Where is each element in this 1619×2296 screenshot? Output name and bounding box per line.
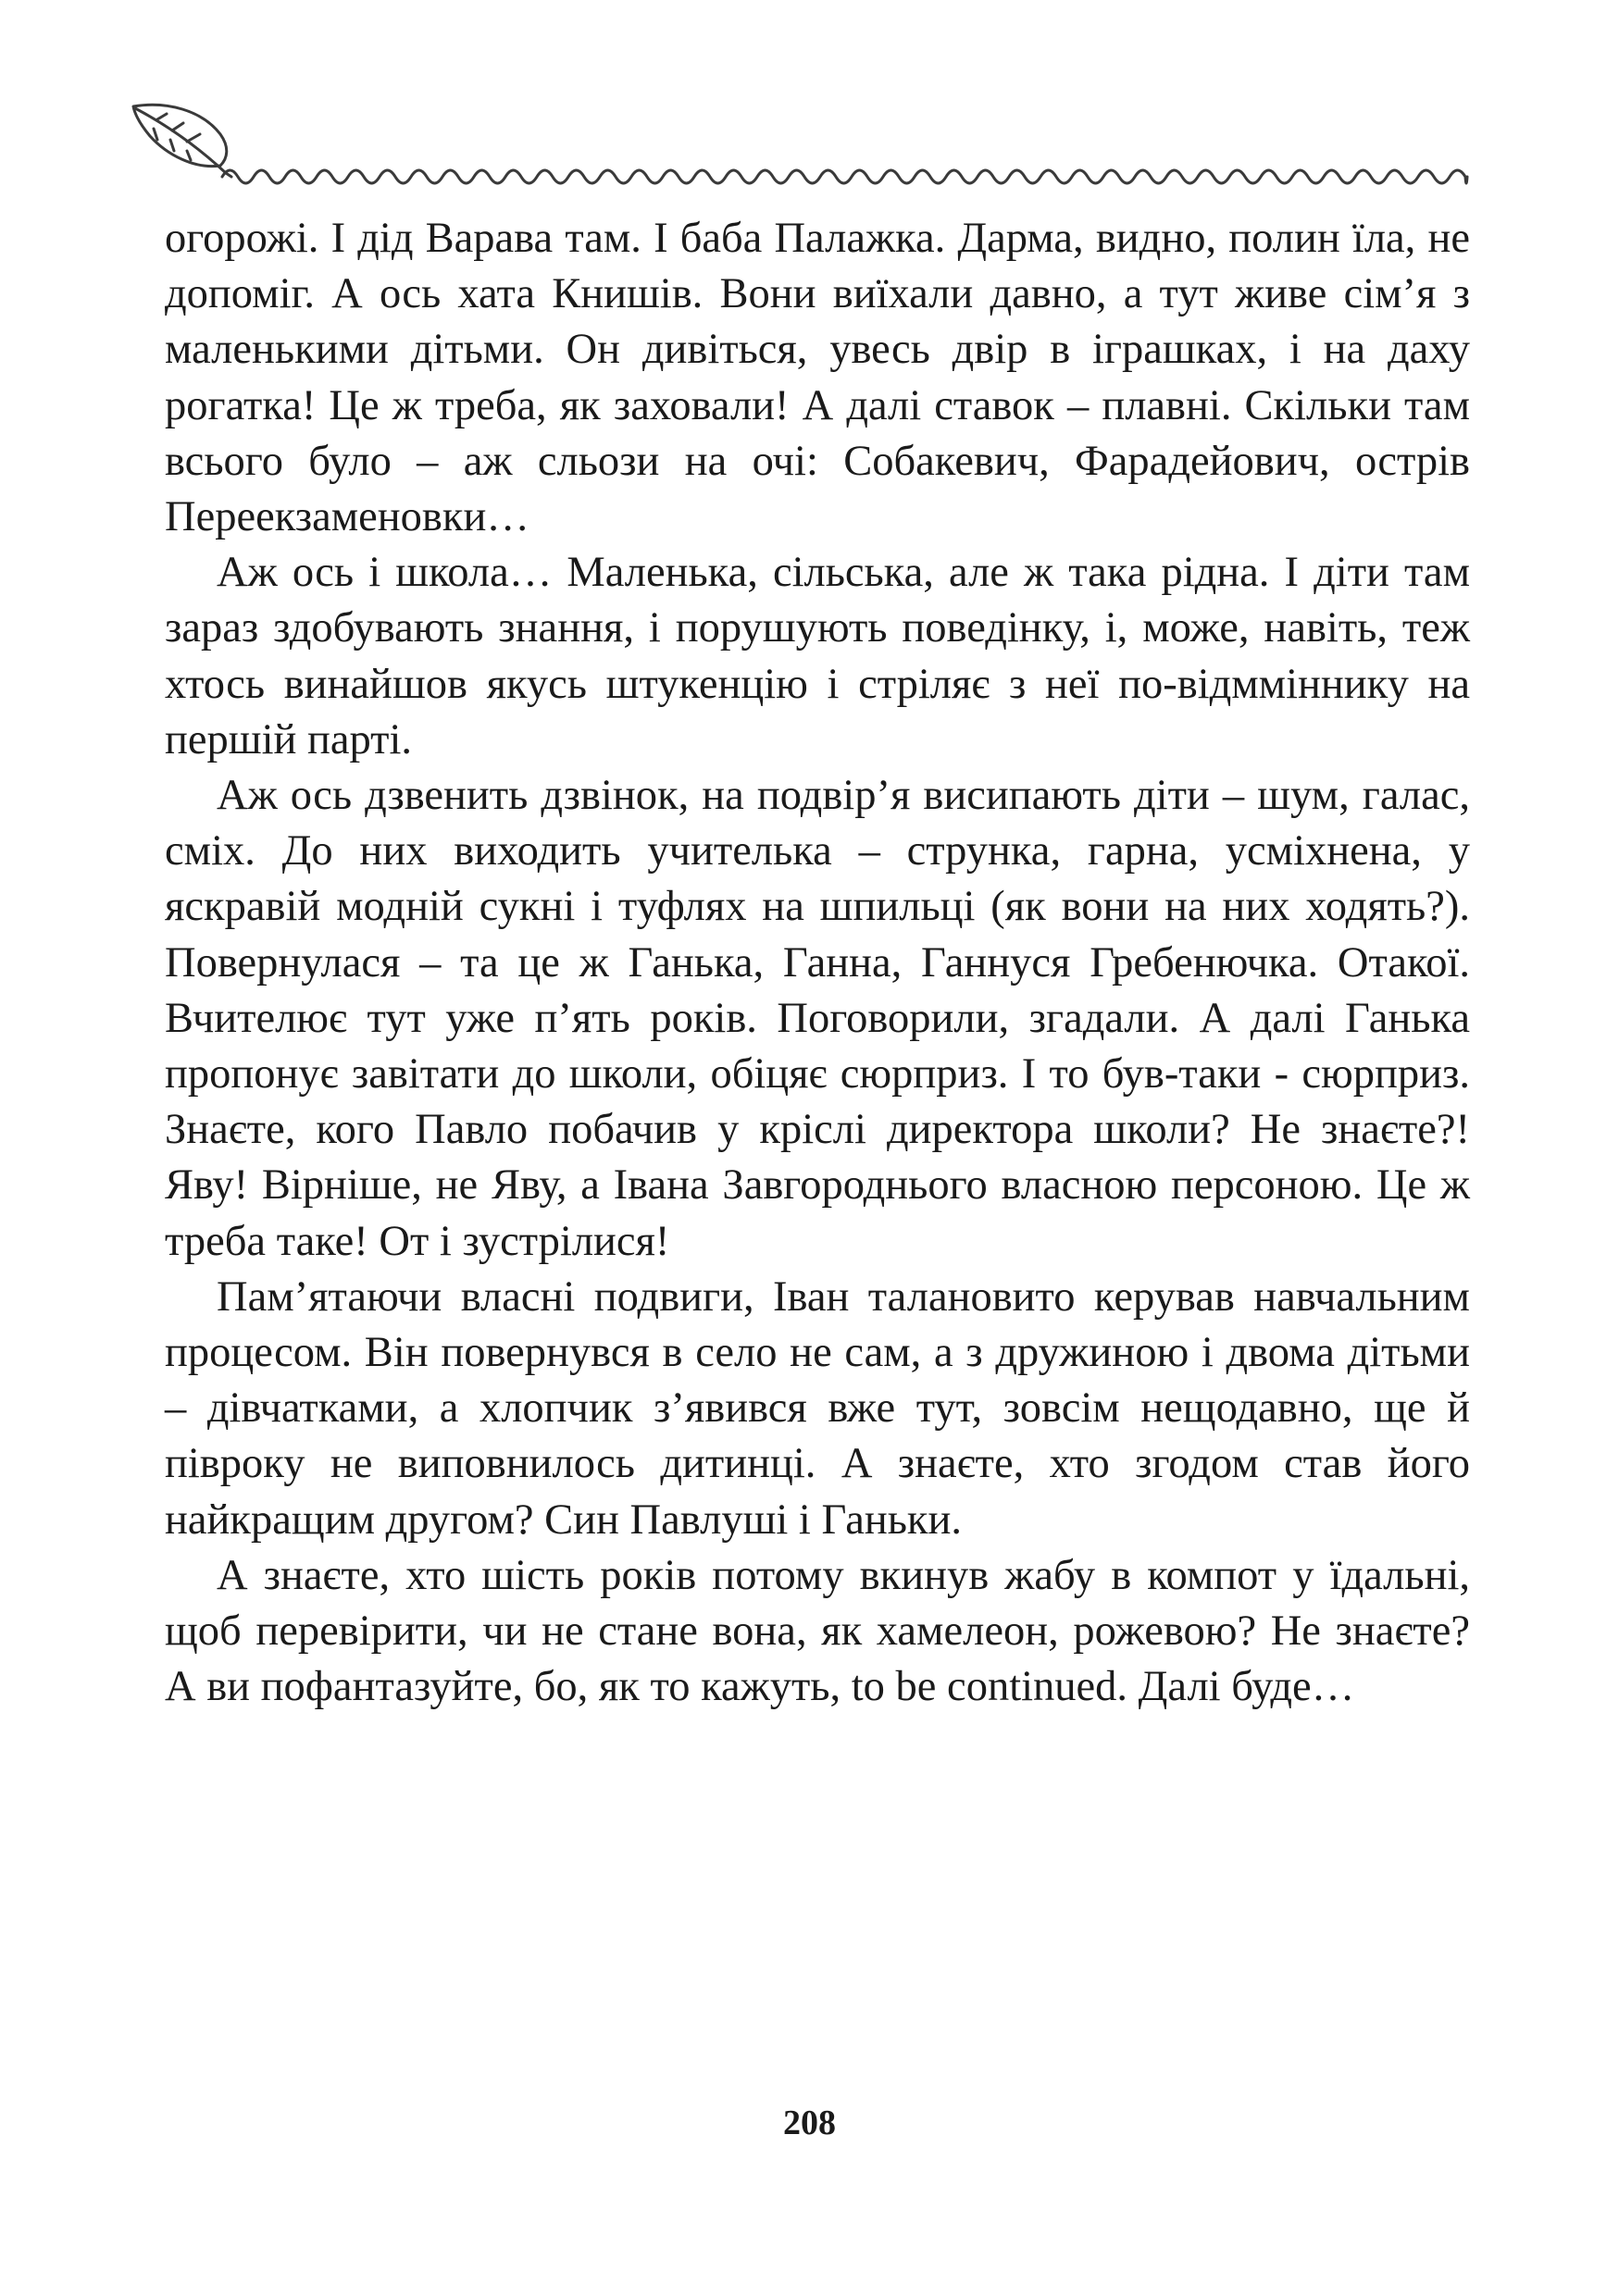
paragraph-1: огорожі. І дід Варава там. І баба Палажка. Дарма, видно, полин їла, не допоміг. А ось хата Книшів. Вони виїхали давно, а тут живе сім’я з маленькими дітьми. Он дивіться, увесь двір в іграшках, і на даху рогатка! Це ж треба, як заховали! А далі ставок – плавні. Скільки там всього було – аж сльози на очі: Собакевич, Фарадейович, острів Переекзаменовки… (165, 215, 1470, 541)
paragraph-4: Пам’ятаючи власні подвиги, Іван талановито керував навчальним процесом. Він повернувся в село не сам, а з дружиною і двома дітьми – дівчатками, а хлопчик з’явився вже тут, зовсім нещодавно, ще й півроку не виповнилось дитинці. А знаєте, хто згодом став його найкращим другом? Син Павлуші і Ганьки. (165, 1272, 1470, 1544)
page-number: 208 (783, 2104, 836, 2142)
body-text (165, 211, 1470, 1715)
paragraph-3: Аж ось дзвенить дзвінок, на подвір’я висипають діти – шум, галас, сміх. До них виходить учителька – струнка, гарна, усміхнена, у яскравій модній сукні і туфлях на шпильці (як вони на них ходять?). Повернулася – та це ж Ганька, Ганна, Ганнуся Гребенючка. Отакої. Вчителює тут уже п’ять років. Поговорили, згадали. А далі Ганька пропонує завітати до школи, обіцяє сюрприз. І то був-таки - сюрприз. Знаєте, кого Павло побачив у кріслі директора школи? Не знаєте?! Яву! Вірніше, не Яву, а Івана Завгороднього власною персоною. Це ж треба таке! От і зустрілися! (165, 772, 1470, 1265)
paragraph-5: А знаєте, хто шість років потому вкинув жабу в компот у їдальні, щоб перевірити, чи не стане вона, як хамелеон, рожевою? Не знаєте? А ви пофантазуйте, бо, як то кажуть, to be continued. Далі буде… (165, 1551, 1470, 1711)
feather-quill-icon (133, 105, 231, 177)
wavy-divider (222, 170, 1467, 183)
paragraph-2: Аж ось і школа… Маленька, сільська, але ж така рідна. І діти там зараз здобувають знання, і порушують поведінку, і, може, навіть, теж хтось винайшов якусь штукенцію і стріляє з неї по-відмміннику на першій парті. (165, 549, 1470, 763)
header-ornament (130, 97, 1472, 199)
